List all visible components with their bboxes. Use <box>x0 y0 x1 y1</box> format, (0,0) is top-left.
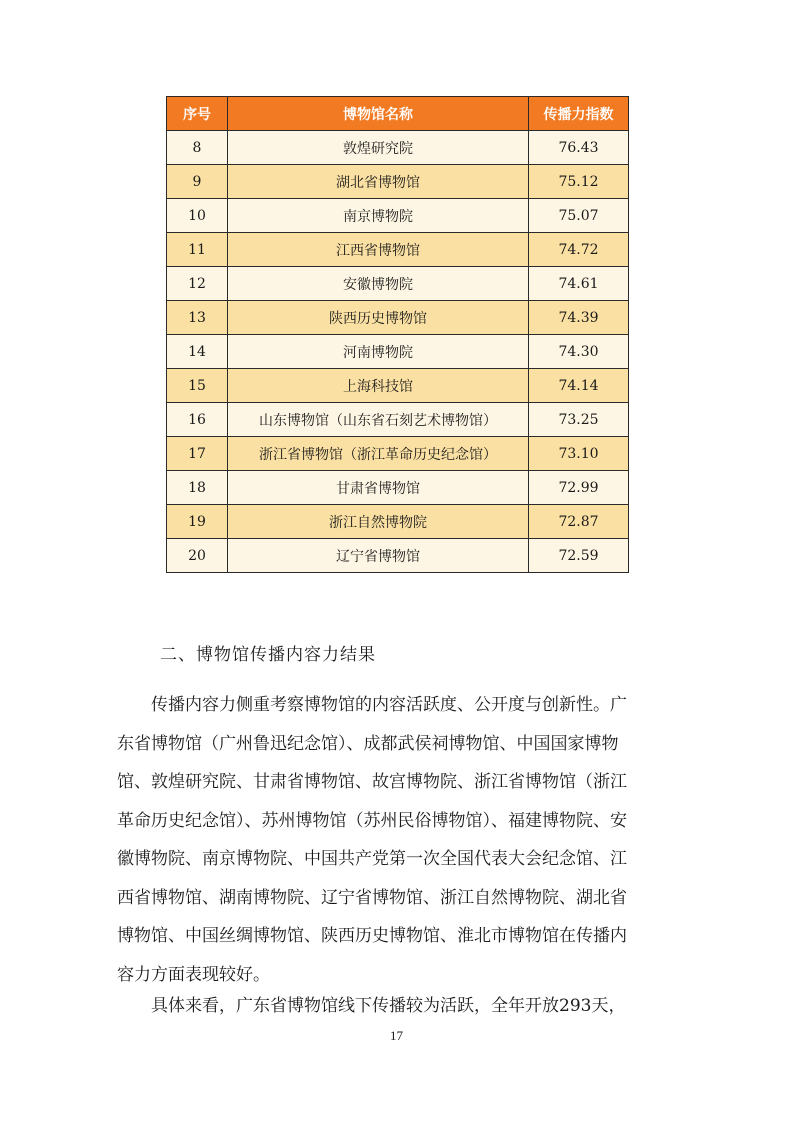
rank-cell: 11 <box>167 233 228 267</box>
index-cell: 74.14 <box>529 369 629 403</box>
rank-cell: 18 <box>167 471 228 505</box>
museum-ranking-table <box>166 96 629 573</box>
table-row <box>167 165 629 199</box>
index-cell: 76.43 <box>529 131 629 165</box>
header-museum-name: 博物馆名称 <box>228 97 529 131</box>
table-row <box>167 267 629 301</box>
paragraph-line: 馆、敦煌研究院、甘肃省博物馆、故宫博物院、浙江省博物馆（浙江 <box>117 772 627 792</box>
rank-cell: 15 <box>167 369 228 403</box>
paragraph-content-power <box>117 686 677 994</box>
rank-cell: 8 <box>167 131 228 165</box>
index-cell: 72.59 <box>529 539 629 573</box>
table-row <box>167 369 629 403</box>
table-row <box>167 301 629 335</box>
table-row <box>167 199 629 233</box>
museum-name-cell: 敦煌研究院 <box>228 131 529 165</box>
museum-name-cell: 陕西历史博物馆 <box>228 301 529 335</box>
paragraph-line: 革命历史纪念馆）、苏州博物馆（苏州民俗博物馆）、福建博物院、安 <box>117 810 627 831</box>
paragraph-details <box>117 987 677 1026</box>
paragraph-line: 西省博物馆、湖南博物院、辽宁省博物馆、浙江自然博物院、湖北省 <box>117 887 627 908</box>
museum-name-cell: 甘肃省博物馆 <box>228 471 529 505</box>
index-cell: 72.87 <box>529 505 629 539</box>
section-heading: 二、博物馆传播内容力结果 <box>160 645 376 665</box>
table-row <box>167 539 629 573</box>
rank-cell: 20 <box>167 539 228 573</box>
rank-cell: 10 <box>167 199 228 233</box>
table-row <box>167 505 629 539</box>
rank-cell: 19 <box>167 505 228 539</box>
table-header-row <box>167 97 629 131</box>
index-cell: 75.12 <box>529 165 629 199</box>
rank-cell: 9 <box>167 165 228 199</box>
rank-cell: 16 <box>167 403 228 437</box>
header-index: 传播力指数 <box>529 97 629 131</box>
museum-name-cell: 上海科技馆 <box>228 369 529 403</box>
paragraph-line: 具体来看，广东省博物馆线下传播较为活跃，全年开放293天， <box>117 996 626 1016</box>
museum-name-cell: 浙江省博物馆（浙江革命历史纪念馆） <box>228 437 529 471</box>
museum-name-cell: 山东博物馆（山东省石刻艺术博物馆） <box>228 403 529 437</box>
table-row <box>167 403 629 437</box>
table-row <box>167 335 629 369</box>
index-cell: 74.72 <box>529 233 629 267</box>
paragraph-line: 徽博物院、南京博物院、中国共产党第一次全国代表大会纪念馆、江 <box>117 849 627 869</box>
table-row <box>167 131 629 165</box>
index-cell: 74.61 <box>529 267 629 301</box>
index-cell: 75.07 <box>529 199 629 233</box>
rank-cell: 14 <box>167 335 228 369</box>
index-cell: 74.39 <box>529 301 629 335</box>
museum-name-cell: 安徽博物院 <box>228 267 529 301</box>
museum-name-cell: 辽宁省博物馆 <box>228 539 529 573</box>
museum-name-cell: 南京博物院 <box>228 199 529 233</box>
index-cell: 73.10 <box>529 437 629 471</box>
museum-name-cell: 江西省博物馆 <box>228 233 529 267</box>
paragraph-line: 容力方面表现较好。 <box>117 964 270 985</box>
rank-cell: 13 <box>167 301 228 335</box>
paragraph-line: 传播内容力侧重考察博物馆的内容活跃度、公开度与创新性。广 <box>117 695 627 715</box>
paragraph-line: 博物馆、中国丝绸博物馆、陕西历史博物馆、淮北市博物馆在传播内 <box>117 926 627 946</box>
museum-name-cell: 湖北省博物馆 <box>228 165 529 199</box>
table-row <box>167 471 629 505</box>
museum-name-cell: 河南博物院 <box>228 335 529 369</box>
index-cell: 72.99 <box>529 471 629 505</box>
page-number: 17 <box>390 1028 403 1043</box>
museum-name-cell: 浙江自然博物院 <box>228 505 529 539</box>
header-rank: 序号 <box>167 97 228 131</box>
rank-cell: 12 <box>167 267 228 301</box>
rank-cell: 17 <box>167 437 228 471</box>
index-cell: 74.30 <box>529 335 629 369</box>
index-cell: 73.25 <box>529 403 629 437</box>
table-row <box>167 437 629 471</box>
table-row <box>167 233 629 267</box>
paragraph-line: 东省博物馆（广州鲁迅纪念馆）、成都武侯祠博物馆、中国国家博物 <box>117 733 619 754</box>
